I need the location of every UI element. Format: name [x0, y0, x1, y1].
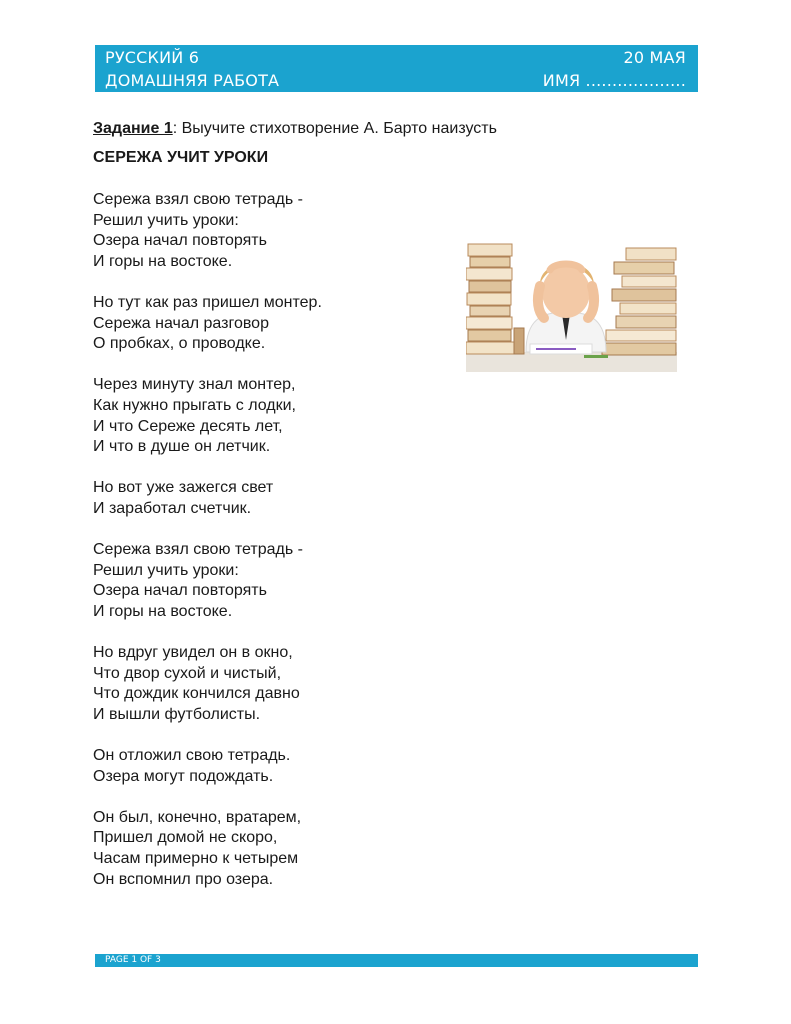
poem-line: Он вспомнил про озера. — [93, 870, 274, 888]
poem-line: Решил учить уроки: — [93, 561, 239, 579]
poem-stanza — [93, 540, 453, 622]
poem-line: И что в душе он летчик. — [93, 438, 271, 456]
poem-stanza — [93, 375, 453, 457]
poem-line: Что дождик кончился давно — [93, 685, 300, 703]
footer-bar — [95, 954, 698, 967]
poem-line: Через минуту знал монтер, — [93, 376, 296, 394]
poem-line: Но тут как раз пришел монтер. — [93, 293, 322, 311]
poem-line: И что Сереже десять лет, — [93, 417, 283, 435]
poem-stanza — [93, 808, 453, 890]
poem-stanza — [93, 643, 453, 725]
poem-title: СЕРЕЖА УЧИТ УРОКИ — [93, 149, 269, 166]
poem-line: Часам примерно к четырем — [93, 850, 299, 867]
poem-line: Что двор сухой и чистый, — [93, 664, 282, 682]
poem-line: Сережа взял свою тетрадь - — [93, 541, 303, 559]
poem-line: И горы на востоке. — [93, 602, 233, 620]
subject-label: РУССКИЙ 6 — [105, 48, 200, 67]
task-instruction — [93, 119, 497, 139]
poem-line: Озера начал повторять — [93, 232, 267, 250]
poem-line: Но вот уже зажегся свет — [93, 479, 274, 497]
poem-line: Но вдруг увидел он в окно, — [93, 644, 293, 662]
poem-line: Сережа начал разговор — [93, 314, 269, 332]
child-with-books-illustration — [466, 240, 677, 372]
poem-body — [93, 190, 453, 911]
poem-line: Озера начал повторять — [93, 582, 267, 600]
poem-line: Озера могут подождать. — [93, 767, 274, 785]
poem-stanza — [93, 478, 453, 519]
name-field: ИМЯ ................... — [542, 71, 686, 90]
poem-line: Он отложил свою тетрадь. — [93, 747, 291, 765]
poem-stanza — [93, 190, 453, 272]
assignment-type-label: ДОМАШНЯЯ РАБОТА — [105, 71, 280, 90]
poem-line: Решил учить уроки: — [93, 211, 239, 229]
poem-stanza — [93, 746, 453, 787]
date-label: 20 МАЯ — [623, 48, 686, 67]
poem-line: Он был, конечно, вратарем, — [93, 808, 302, 826]
poem-line: Пришел домой не скоро, — [93, 829, 278, 847]
page-number: PAGE 1 OF 3 — [105, 955, 161, 965]
task-text: : Выучите стихотворение А. Барто наизусть — [172, 120, 497, 137]
task-label: Задание 1 — [93, 120, 173, 137]
poem-line: И вышли футболисты. — [93, 705, 261, 723]
poem-stanza — [93, 293, 453, 355]
poem-line: И заработал счетчик. — [93, 499, 252, 517]
header-bar — [95, 45, 698, 92]
poem-line: Как нужно прыгать с лодки, — [93, 396, 296, 414]
poem-line: И горы на востоке. — [93, 252, 233, 270]
poem-line: О пробках, о проводке. — [93, 335, 266, 353]
poem-line: Сережа взял свою тетрадь - — [93, 191, 303, 208]
